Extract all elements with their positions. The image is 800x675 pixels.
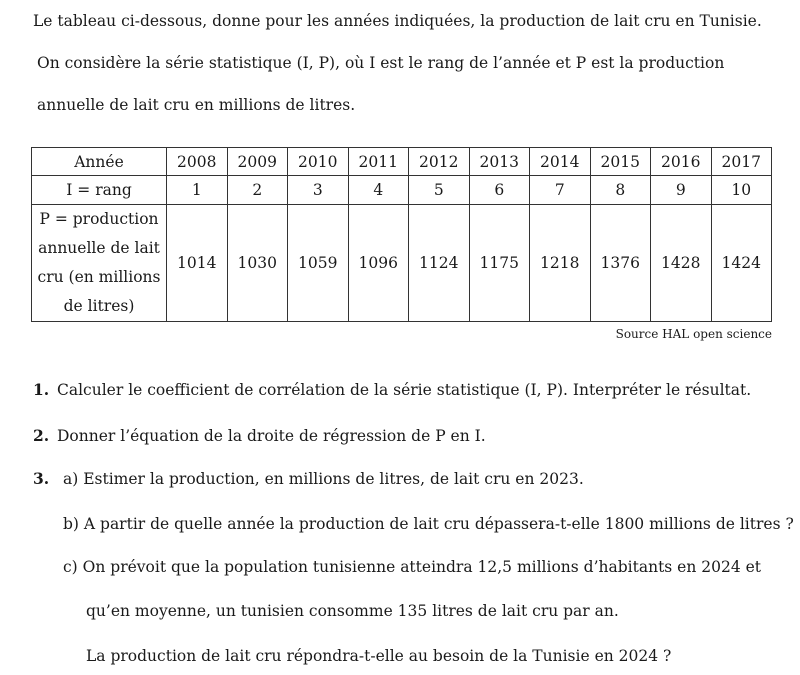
production-cell: 1030 <box>227 205 288 322</box>
rank-cell: 5 <box>409 176 470 205</box>
year-cell: 2012 <box>409 148 470 176</box>
production-table <box>31 147 772 322</box>
production-header-line: de litres) <box>63 297 135 315</box>
question-text: Donner l’équation de la droite de régression de P en I. <box>57 427 486 445</box>
production-header-line: annuelle de lait <box>38 239 160 257</box>
question-3b: b) A partir de quelle année la production de lait cru dépassera-t-elle 1800 millions de litres ? <box>63 515 794 533</box>
production-cell: 1096 <box>348 205 409 322</box>
production-header-line: P = production <box>39 210 159 228</box>
rank-row-header: I = rang <box>32 176 167 205</box>
intro-line-2: On considère la série statistique (I, P), où I est le rang de l’année et P est la production <box>37 54 725 72</box>
production-cell: 1428 <box>651 205 712 322</box>
production-row-header <box>32 205 167 322</box>
year-cell: 2014 <box>530 148 591 176</box>
question-number: 3. <box>33 469 50 488</box>
rank-cell: 8 <box>590 176 651 205</box>
year-row-header: Année <box>32 148 167 176</box>
question-number: 1. <box>33 380 50 399</box>
year-cell: 2008 <box>167 148 228 176</box>
question-3 <box>33 469 584 489</box>
rank-cell: 1 <box>167 176 228 205</box>
question-number: 2. <box>33 426 50 445</box>
rank-cell: 7 <box>530 176 591 205</box>
production-cell: 1218 <box>530 205 591 322</box>
rank-cell: 6 <box>469 176 530 205</box>
question-3a: a) Estimer la production, en millions de litres, de lait cru en 2023. <box>63 470 584 488</box>
production-cell: 1376 <box>590 205 651 322</box>
question-text: Calculer le coefficient de corrélation de la série statistique (I, P). Interpréter le résultat. <box>57 381 752 399</box>
production-cell: 1059 <box>288 205 349 322</box>
question-3c-line-2: qu’en moyenne, un tunisien consomme 135 litres de lait cru par an. <box>86 602 619 620</box>
year-cell: 2011 <box>348 148 409 176</box>
question-2 <box>33 426 486 446</box>
year-cell: 2010 <box>288 148 349 176</box>
year-cell: 2017 <box>711 148 772 176</box>
year-cell: 2009 <box>227 148 288 176</box>
production-row <box>32 205 772 322</box>
rank-cell: 9 <box>651 176 712 205</box>
production-cell: 1424 <box>711 205 772 322</box>
rank-cell: 10 <box>711 176 772 205</box>
question-1 <box>33 380 751 400</box>
intro-line-3: annuelle de lait cru en millions de litres. <box>37 96 356 114</box>
year-row <box>32 148 772 176</box>
year-cell: 2016 <box>651 148 712 176</box>
question-3c-line-1: c) On prévoit que la population tunisienne atteindra 12,5 millions d’habitants en 2024 et <box>63 558 762 576</box>
year-cell: 2015 <box>590 148 651 176</box>
production-cell: 1175 <box>469 205 530 322</box>
production-header-line: cru (en millions <box>37 268 161 286</box>
production-cell: 1014 <box>167 205 228 322</box>
rank-cell: 3 <box>288 176 349 205</box>
production-cell: 1124 <box>409 205 470 322</box>
source-note: Source HAL open science <box>615 327 772 341</box>
rank-cell: 2 <box>227 176 288 205</box>
year-cell: 2013 <box>469 148 530 176</box>
rank-cell: 4 <box>348 176 409 205</box>
rank-row <box>32 176 772 205</box>
intro-line-1: Le tableau ci-dessous, donne pour les années indiquées, la production de lait cru en Tunisie. <box>33 12 762 30</box>
question-3c-line-3: La production de lait cru répondra-t-elle au besoin de la Tunisie en 2024 ? <box>86 647 672 665</box>
